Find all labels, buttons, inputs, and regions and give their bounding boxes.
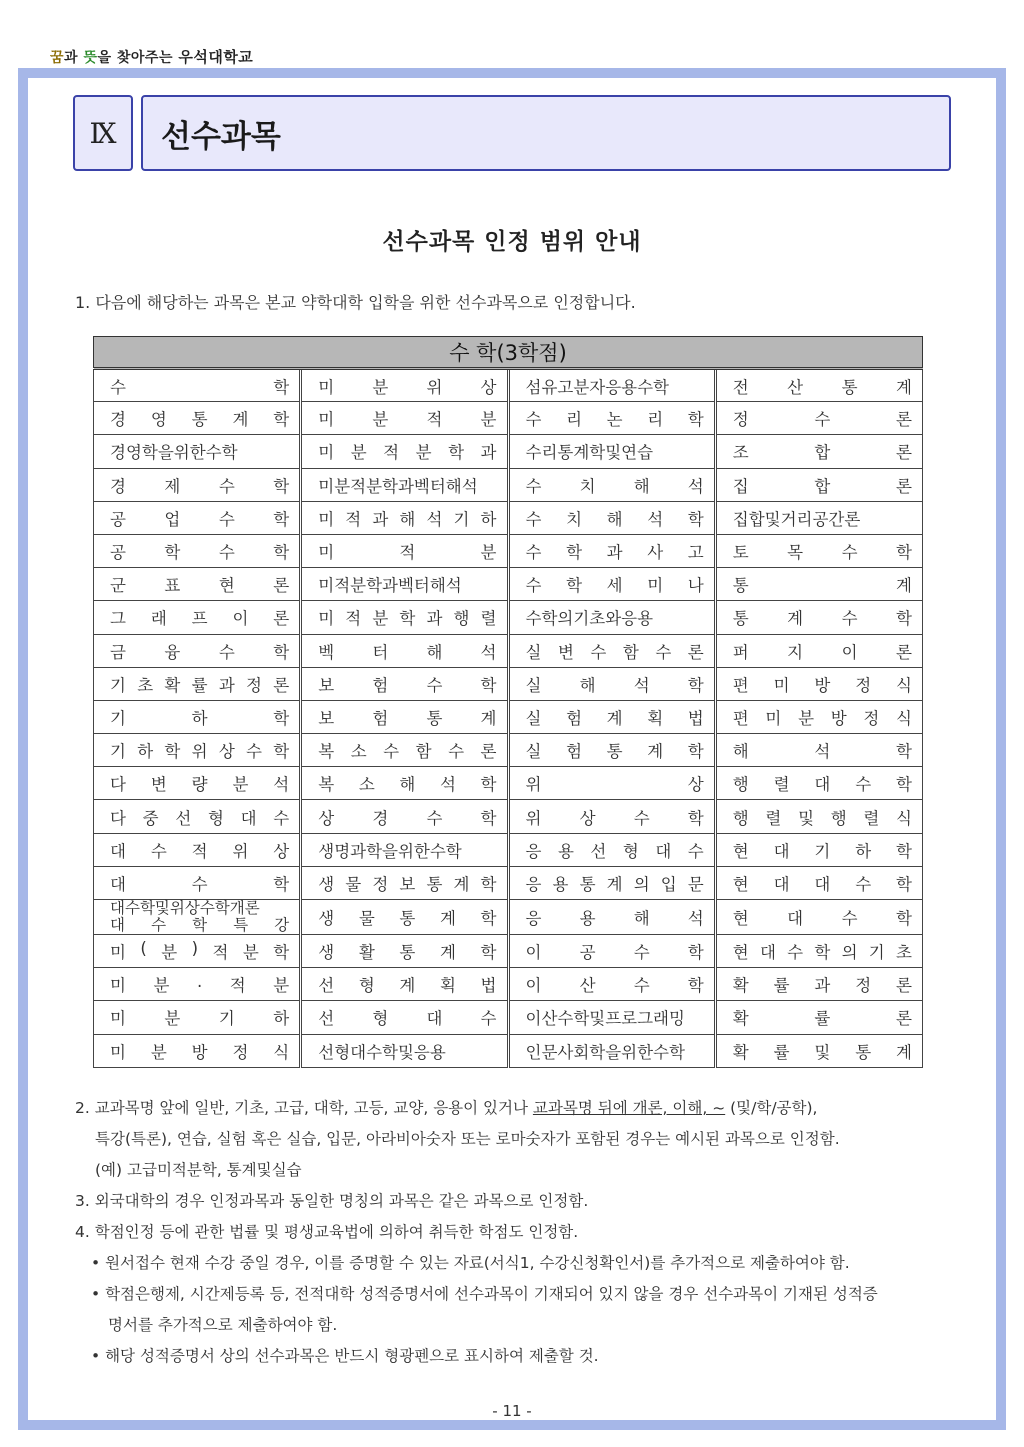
table-cell: 상 경 수 학 xyxy=(301,800,508,833)
table-cell: 대 수 적 위 상 xyxy=(94,833,301,866)
table-cell: 위 상 수 학 xyxy=(508,800,715,833)
table-cell: 미 ( 분 ) 적 분 학 xyxy=(94,935,301,968)
table-cell: 토 목 수 학 xyxy=(715,534,922,567)
table-cell: 조 합 론 xyxy=(715,435,922,468)
table-cell: 대 수 학 xyxy=(94,866,301,899)
table-cell: 경영학을위한수학 xyxy=(94,435,301,468)
table-cell: 생명과학을위한수학 xyxy=(301,833,508,866)
bullet-2-line-2: 명서를 추가적으로 제출하여야 함. xyxy=(108,1316,338,1334)
chapter-number: Ⅸ xyxy=(73,95,133,171)
slogan-text-2: 을 찾아주는 xyxy=(97,50,179,66)
table-row xyxy=(94,866,923,899)
table-cell: 벡 터 해 석 xyxy=(301,634,508,667)
table-cell: 수학의기초와응용 xyxy=(508,601,715,634)
table-cell: 퍼 지 이 론 xyxy=(715,634,922,667)
table-row xyxy=(94,935,923,968)
table-cell: 생 물 정 보 통 계 학 xyxy=(301,866,508,899)
note-2-part-a: 2. 교과목명 앞에 일반, 기초, 고급, 대학, 고등, 교양, 응용이 있거나 xyxy=(75,1099,533,1117)
note-2-part-c: (및/학/공학), xyxy=(725,1099,818,1117)
table-row xyxy=(94,402,923,435)
table-row xyxy=(94,601,923,634)
table-cell: 집합및거리공간론 xyxy=(715,501,922,534)
table-cell: 실 험 계 획 법 xyxy=(508,700,715,733)
table-row xyxy=(94,767,923,800)
table-row xyxy=(94,667,923,700)
page-number: - 11 - xyxy=(492,1402,532,1420)
notes xyxy=(75,1093,975,1372)
note-2 xyxy=(75,1093,975,1124)
note-4: 4. 학점인정 등에 관한 법률 및 평생교육법에 의하여 취득한 학점도 인정함. xyxy=(75,1223,579,1241)
header-slogan xyxy=(50,46,253,67)
table-cell: 미 분 . 적 분 xyxy=(94,968,301,1001)
table-cell: 선 형 계 획 법 xyxy=(301,968,508,1001)
table-cell: 보 험 수 학 xyxy=(301,667,508,700)
bullet-1: • 원서접수 현재 수강 중일 경우, 이를 증명할 수 있는 자료(서식1, 수강신청확인서)를 추가적으로 제출하여야 함. xyxy=(91,1254,850,1272)
table-cell: 미 분 방 정 식 xyxy=(94,1034,301,1067)
table-cell: 현 대 수 학 xyxy=(715,900,922,935)
section-title: 선수과목 인정 범위 안내 xyxy=(382,229,642,255)
table-cell: 이 공 수 학 xyxy=(508,935,715,968)
table-cell: 보 험 통 계 xyxy=(301,700,508,733)
table-cell: 기 하 학 xyxy=(94,700,301,733)
table-cell: 위 상 xyxy=(508,767,715,800)
table-cell: 확 률 론 xyxy=(715,1001,922,1034)
table-row xyxy=(94,833,923,866)
table-cell: 복 소 수 함 수 론 xyxy=(301,734,508,767)
table-cell: 집 합 론 xyxy=(715,468,922,501)
table-cell: 수 리 논 리 학 xyxy=(508,402,715,435)
table-cell: 생 물 통 계 학 xyxy=(301,900,508,935)
table-cell: 미적분학과벡터해석 xyxy=(301,568,508,601)
note-2-line-2: 특강(특론), 연습, 실험 혹은 실습, 입문, 아라비아숫자 또는 로마숫자가 포함된 경우는 예시된 과목으로 인정함. xyxy=(95,1130,840,1148)
table-cell: 응 용 선 형 대 수 xyxy=(508,833,715,866)
table-header: 수 학(3학점) xyxy=(94,337,923,369)
table-cell: 수 학 과 사 고 xyxy=(508,534,715,567)
table-row xyxy=(94,1001,923,1034)
table-cell: 미 분 위 상 xyxy=(301,369,508,402)
table-cell: 인문사회학을위한수학 xyxy=(508,1034,715,1067)
table-cell: 미 적 분 xyxy=(301,534,508,567)
table-cell: 정 수 론 xyxy=(715,402,922,435)
table-cell: 선형대수학및응용 xyxy=(301,1034,508,1067)
table-row xyxy=(94,534,923,567)
table-cell: 응 용 해 석 xyxy=(508,900,715,935)
table-cell: 공 학 수 학 xyxy=(94,534,301,567)
table-cell: 기 하 학 위 상 수 학 xyxy=(94,734,301,767)
table-cell: 행 렬 대 수 학 xyxy=(715,767,922,800)
note-2-example: (예) 고급미적분학, 통계및실습 xyxy=(95,1161,302,1179)
table-cell: 미 적 분 학 과 행 렬 xyxy=(301,601,508,634)
table-cell: 통 계 xyxy=(715,568,922,601)
table-cell: 수 학 세 미 나 xyxy=(508,568,715,601)
table-cell: 미 적 과 해 석 기 하 xyxy=(301,501,508,534)
table-cell: 현 대 대 수 학 xyxy=(715,866,922,899)
table-row xyxy=(94,369,923,402)
table-cell: 대수학및위상수학개론 대 수 학 특 강 xyxy=(94,900,301,935)
table-cell: 수리통계학및연습 xyxy=(508,435,715,468)
table-row xyxy=(94,800,923,833)
slogan-word-will: 뜻 xyxy=(83,50,98,66)
table-row xyxy=(94,634,923,667)
table-cell: 행 렬 및 행 렬 식 xyxy=(715,800,922,833)
table-cell: 섬유고분자응용수학 xyxy=(508,369,715,402)
table-cell: 실 험 통 계 학 xyxy=(508,734,715,767)
table-cell: 이 산 수 학 xyxy=(508,968,715,1001)
table-row xyxy=(94,501,923,534)
table-cell: 전 산 통 계 xyxy=(715,369,922,402)
table-cell: 이산수학및프로그래밍 xyxy=(508,1001,715,1034)
course-table xyxy=(93,336,923,1068)
table-cell: 그 래 프 이 론 xyxy=(94,601,301,634)
table-row xyxy=(94,900,923,935)
table-cell: 응 용 통 계 의 입 문 xyxy=(508,866,715,899)
intro-text: 1. 다음에 해당하는 과목은 본교 약학대학 입학을 위한 선수과목으로 인정합니다. xyxy=(75,293,636,312)
table-cell: 편 미 방 정 식 xyxy=(715,667,922,700)
table-cell: 기 초 확 률 과 정 론 xyxy=(94,667,301,700)
table-cell: 실 해 석 학 xyxy=(508,667,715,700)
table-cell: 확 률 과 정 론 xyxy=(715,968,922,1001)
table-cell: 현 대 수 학 의 기 초 xyxy=(715,935,922,968)
table-cell: 현 대 기 하 학 xyxy=(715,833,922,866)
note-3: 3. 외국대학의 경우 인정과목과 동일한 명칭의 과목은 같은 과목으로 인정함. xyxy=(75,1192,589,1210)
table-cell: 경 영 통 계 학 xyxy=(94,402,301,435)
table-cell: 공 업 수 학 xyxy=(94,501,301,534)
table-cell: 미 분 적 분 학 과 xyxy=(301,435,508,468)
table-row xyxy=(94,568,923,601)
note-2-part-b: 교과목명 뒤에 개론, 이해, ~ xyxy=(532,1099,726,1117)
table-cell: 금 융 수 학 xyxy=(94,634,301,667)
table-cell: 미분적분학과벡터해석 xyxy=(301,468,508,501)
chapter-title: 선수과목 xyxy=(141,95,951,171)
university-name: 우석대학교 xyxy=(178,48,254,66)
table-cell: 복 소 해 석 학 xyxy=(301,767,508,800)
table-cell: 확 률 및 통 계 xyxy=(715,1034,922,1067)
table-row xyxy=(94,700,923,733)
bullet-2-line-1: • 학점은행제, 시간제등록 등, 전적대학 성적증명서에 선수과목이 기재되어 있지 않을 경우 선수과목이 기재된 성적증 xyxy=(91,1285,878,1303)
table-cell: 선 형 대 수 xyxy=(301,1001,508,1034)
slogan-word-dream: 꿈 xyxy=(50,50,65,66)
table-cell: 편 미 분 방 정 식 xyxy=(715,700,922,733)
table-cell: 해 석 학 xyxy=(715,734,922,767)
table-row xyxy=(94,468,923,501)
table-cell: 수 치 해 석 학 xyxy=(508,501,715,534)
table-row xyxy=(94,435,923,468)
table-cell: 수 학 xyxy=(94,369,301,402)
course-table-body xyxy=(94,369,923,1068)
table-cell: 통 계 수 학 xyxy=(715,601,922,634)
table-cell: 다 변 량 분 석 xyxy=(94,767,301,800)
bullet-3: • 해당 성적증명서 상의 선수과목은 반드시 형광펜으로 표시하여 제출할 것. xyxy=(91,1347,599,1365)
table-row xyxy=(94,734,923,767)
table-row xyxy=(94,968,923,1001)
table-cell: 미 분 기 하 xyxy=(94,1001,301,1034)
table-cell: 군 표 현 론 xyxy=(94,568,301,601)
table-cell: 경 제 수 학 xyxy=(94,468,301,501)
table-row xyxy=(94,1034,923,1067)
table-cell: 실 변 수 함 수 론 xyxy=(508,634,715,667)
table-cell: 미 분 적 분 xyxy=(301,402,508,435)
table-cell: 생 활 통 계 학 xyxy=(301,935,508,968)
table-cell: 다 중 선 형 대 수 xyxy=(94,800,301,833)
table-cell: 수 치 해 석 xyxy=(508,468,715,501)
slogan-text: 과 xyxy=(64,50,84,66)
